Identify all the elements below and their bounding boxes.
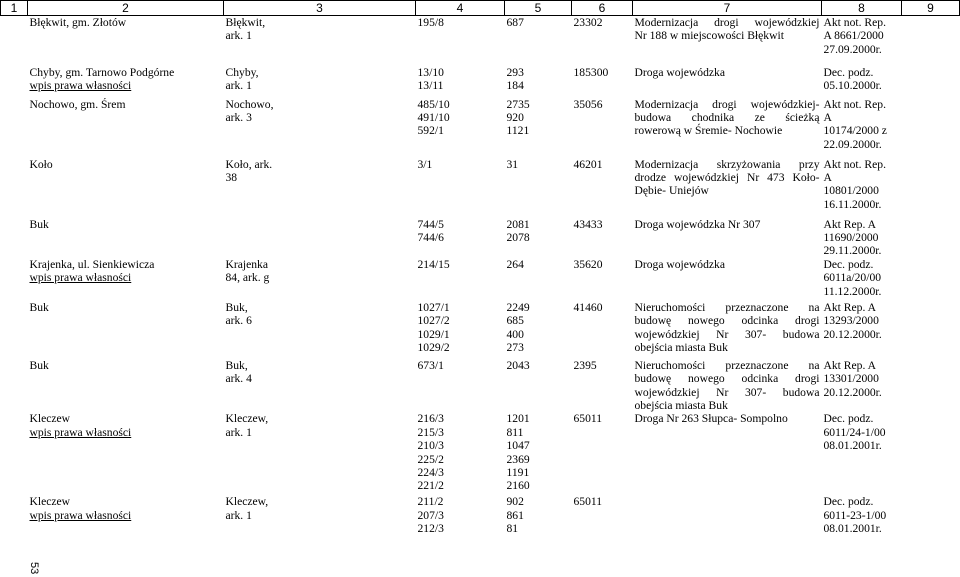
document-ref: 13293/2000 [823, 314, 879, 328]
table-cell [416, 412, 505, 495]
location-text: wpis prawa własności [29, 425, 132, 439]
purpose-text: Droga Nr 263 Słupca- Sompolno [634, 412, 788, 426]
table-cell [572, 16, 633, 66]
document-ref: 10174/2000 z [823, 124, 887, 138]
location-text: wpis prawa własności [29, 271, 132, 285]
area-value: 1121 [506, 124, 530, 138]
table-cell [1, 412, 28, 495]
table-cell [902, 98, 960, 158]
table-row [1, 495, 960, 548]
table-cell [822, 158, 902, 218]
location-text: wpis prawa własności [29, 508, 132, 522]
parcel-number: 3/1 [417, 157, 433, 171]
sheet-text: Błękwit, [225, 16, 266, 29]
table-cell [902, 301, 960, 359]
sheet-text: 38 [225, 170, 238, 184]
table-cell [902, 412, 960, 495]
table-cell [224, 495, 416, 548]
area-value: 811 [506, 425, 524, 439]
parcel-number: 491/10 [417, 110, 450, 124]
area-value: 81 [506, 522, 519, 536]
document-ref: A [823, 170, 832, 184]
parcel-number: 1027/1 [417, 300, 450, 314]
table-cell [416, 301, 505, 359]
purpose-text: rowerową w Śremie- Nochowie [634, 124, 783, 138]
table-cell [28, 301, 224, 359]
table-row [1, 218, 960, 258]
table-cell [224, 218, 416, 258]
document-ref: 6011/24-1/00 [823, 425, 886, 439]
purpose-text: obejścia miasta Buk [634, 398, 728, 412]
parcel-number: 224/3 [417, 465, 444, 479]
table-cell [224, 98, 416, 158]
area-value: 273 [506, 340, 524, 354]
location-text: Chyby, gm. Tarnowo Podgórne [29, 65, 175, 79]
table-cell [416, 98, 505, 158]
document-ref: A [823, 110, 832, 124]
kw-number: 65011 [573, 412, 603, 426]
sheet-text: Kleczew, [225, 412, 269, 426]
table-cell [224, 16, 416, 66]
document-ref: 05.10.2000r. [823, 78, 882, 92]
area-value: 902 [506, 495, 524, 509]
parcel-number: 215/3 [417, 425, 444, 439]
document-ref: 22.09.2000r. [823, 137, 882, 151]
table-cell [633, 98, 822, 158]
kw-number: 23302 [573, 16, 603, 29]
table-cell [572, 301, 633, 359]
header-cell: 1 [1, 1, 28, 16]
table-cell [28, 359, 224, 413]
purpose-text: Nr 188 w miejscowości Błękwit [634, 29, 784, 43]
parcel-number: 195/8 [417, 16, 444, 29]
parcel-number: 210/3 [417, 439, 444, 453]
location-text: Kleczew [29, 412, 71, 426]
sheet-text: ark. 1 [225, 425, 252, 439]
table-cell [633, 258, 822, 301]
table-cell [572, 359, 633, 413]
table-cell [28, 258, 224, 301]
table-cell [822, 301, 902, 359]
sheet-text: 84, ark. g [225, 271, 270, 285]
table-cell [416, 16, 505, 66]
sheet-text: Koło, ark. [225, 157, 273, 171]
area-value: 264 [506, 257, 524, 271]
document-ref: Dec. podz. [823, 65, 874, 79]
purpose-text: Droga wojewódzka Nr 307 [634, 217, 761, 231]
purpose-text: Modernizacja drogi wojewódzkiej- [634, 97, 820, 111]
document-ref: A 8661/2000 [823, 29, 884, 43]
kw-number: 41460 [573, 300, 603, 314]
header-cell: 3 [224, 1, 416, 16]
parcel-number: 214/15 [417, 257, 450, 271]
parcel-number: 212/3 [417, 522, 444, 536]
table-cell [633, 301, 822, 359]
area-value: 2369 [506, 452, 530, 466]
area-value: 2249 [506, 300, 530, 314]
table-cell [416, 359, 505, 413]
area-value: 1201 [506, 412, 530, 426]
table-cell [633, 16, 822, 66]
location-text: Nochowo, gm. Śrem [29, 97, 126, 111]
parcel-number: 207/3 [417, 508, 444, 522]
header-cell: 5 [505, 1, 572, 16]
location-text: Buk [29, 217, 49, 231]
table-cell [505, 301, 572, 359]
table-cell [902, 158, 960, 218]
sheet-text: Buk, [225, 300, 248, 314]
header-cell: 7 [633, 1, 822, 16]
table-cell [505, 258, 572, 301]
location-text: Błękwit, gm. Złotów [29, 16, 127, 29]
area-value: 687 [506, 16, 524, 29]
table-row [1, 258, 960, 301]
parcel-number: 13/10 [417, 65, 444, 79]
parcel-number: 221/2 [417, 479, 444, 493]
document-ref: Akt Rep. A [823, 300, 876, 314]
purpose-text: budowę nowego odcinka drogi [634, 372, 820, 386]
area-value: 2735 [506, 97, 530, 111]
table-row [1, 66, 960, 98]
table-cell [416, 495, 505, 548]
kw-number: 65011 [573, 495, 603, 509]
purpose-text: wojewódzkiej Nr 307- budowa [634, 385, 820, 399]
sheet-text: Krajenka [225, 257, 268, 271]
document-ref: Akt Rep. A [823, 358, 876, 372]
kw-number: 185300 [573, 65, 609, 79]
table-cell [224, 258, 416, 301]
parcel-number: 673/1 [417, 358, 444, 372]
table-cell [1, 258, 28, 301]
document-ref: 11.12.2000r. [823, 284, 882, 298]
location-text: Krajenka, ul. Sienkiewicza [29, 257, 155, 271]
table-cell [822, 16, 902, 66]
document-ref: Akt not. Rep. [823, 157, 886, 171]
table-cell [822, 359, 902, 413]
table-cell [572, 158, 633, 218]
header-cell: 4 [416, 1, 505, 16]
document-ref: 29.11.2000r. [823, 244, 882, 258]
table-cell [28, 98, 224, 158]
header-cell: 2 [28, 1, 224, 16]
table-cell [28, 66, 224, 98]
purpose-text: Droga wojewódzka [634, 65, 725, 79]
sheet-text: ark. 3 [225, 110, 252, 124]
table-cell [633, 495, 822, 548]
table-cell [1, 218, 28, 258]
document-ref: 6011-23-1/00 [823, 508, 887, 522]
table-cell [633, 412, 822, 495]
table-cell [505, 98, 572, 158]
document-ref: 16.11.2000r. [823, 197, 882, 211]
table-cell [822, 495, 902, 548]
area-value: 2160 [506, 479, 530, 493]
table-cell [902, 495, 960, 548]
parcel-number: 211/2 [417, 495, 444, 509]
purpose-text: Nieruchomości przeznaczone na [634, 300, 820, 314]
parcel-number: 216/3 [417, 412, 444, 426]
area-value: 293 [506, 65, 524, 79]
table-cell [572, 258, 633, 301]
table-cell [633, 218, 822, 258]
table-row [1, 301, 960, 359]
kw-number: 35620 [573, 257, 603, 271]
parcel-number: 744/6 [417, 230, 444, 244]
table-cell [902, 16, 960, 66]
page-number: 53 [28, 562, 40, 575]
document-ref: Akt not. Rep. [823, 16, 886, 29]
table-cell [1, 66, 28, 98]
table-cell [572, 412, 633, 495]
table-cell [505, 16, 572, 66]
table-cell [902, 218, 960, 258]
table-cell [572, 495, 633, 548]
parcel-number: 225/2 [417, 452, 444, 466]
table-cell [224, 158, 416, 218]
table-row [1, 412, 960, 495]
document-ref: 08.01.2001r. [823, 439, 882, 453]
sheet-text: Nochowo, [225, 97, 274, 111]
sheet-text: ark. 1 [225, 78, 252, 92]
document-ref: 10801/2000 [823, 184, 879, 198]
table-cell [505, 66, 572, 98]
purpose-text: Droga wojewódzka [634, 257, 725, 271]
kw-number: 35056 [573, 97, 603, 111]
sheet-text: Chyby, [225, 65, 259, 79]
table-cell [572, 66, 633, 98]
table-cell [224, 359, 416, 413]
table-cell [822, 218, 902, 258]
document-ref: 20.12.2000r. [823, 327, 882, 341]
table-cell [633, 359, 822, 413]
sheet-text: ark. 4 [225, 372, 252, 386]
purpose-text: drodze wojewódzkiej Nr 473 Koło- [634, 170, 820, 184]
table-cell [224, 66, 416, 98]
table-cell [28, 158, 224, 218]
purpose-text: budowa chodnika ze ścieżką [634, 110, 820, 124]
table-cell [1, 16, 28, 66]
document-ref: Akt not. Rep. [823, 97, 886, 111]
kw-number: 43433 [573, 217, 603, 231]
location-text: Kleczew [29, 495, 71, 509]
location-text: Buk [29, 300, 49, 314]
parcel-number: 592/1 [417, 124, 444, 138]
area-value: 184 [506, 78, 524, 92]
table-cell [505, 359, 572, 413]
table-cell [28, 218, 224, 258]
table-row [1, 98, 960, 158]
purpose-text: Dębie- Uniejów [634, 184, 709, 198]
table-cell [1, 301, 28, 359]
table-cell [902, 359, 960, 413]
header-cell: 9 [902, 1, 960, 16]
table-cell [1, 98, 28, 158]
kw-number: 2395 [573, 358, 597, 372]
parcel-number: 485/10 [417, 97, 450, 111]
document-ref: 11690/2000 [823, 230, 879, 244]
table-cell [902, 258, 960, 301]
kw-number: 46201 [573, 157, 603, 171]
table-cell [224, 412, 416, 495]
parcel-number: 1027/2 [417, 314, 450, 328]
purpose-text: Nieruchomości przeznaczone na [634, 358, 820, 372]
purpose-text: obejścia miasta Buk [634, 340, 728, 354]
area-value: 2081 [506, 217, 530, 231]
document-ref: Dec. podz. [823, 495, 874, 509]
document-ref: Dec. podz. [823, 257, 874, 271]
header-cell: 6 [572, 1, 633, 16]
table-cell [416, 218, 505, 258]
area-value: 1191 [506, 465, 530, 479]
area-value: 1047 [506, 439, 530, 453]
sheet-text: Kleczew, [225, 495, 269, 509]
table-cell [1, 495, 28, 548]
document-ref: 27.09.2000r. [823, 42, 882, 56]
table-cell [28, 16, 224, 66]
area-value: 685 [506, 314, 524, 328]
table-cell [822, 98, 902, 158]
document-ref: Dec. podz. [823, 412, 874, 426]
area-value: 2078 [506, 230, 530, 244]
purpose-text: Modernizacja skrzyżowania przy [634, 157, 820, 171]
table-cell [28, 495, 224, 548]
table-cell [505, 158, 572, 218]
location-text: Koło [29, 157, 53, 171]
table-cell [572, 218, 633, 258]
location-text: Buk [29, 358, 49, 372]
table-cell [224, 301, 416, 359]
table-cell [416, 258, 505, 301]
purpose-text: wojewódzkiej Nr 307- budowa [634, 327, 820, 341]
table-cell [633, 66, 822, 98]
table-row [1, 16, 960, 66]
area-value: 920 [506, 110, 524, 124]
parcel-number: 744/5 [417, 217, 444, 231]
document-ref: 13301/2000 [823, 372, 879, 386]
table-cell [505, 495, 572, 548]
table-row [1, 359, 960, 413]
document-ref: 6011a/20/00 [823, 271, 882, 285]
area-value: 861 [506, 508, 524, 522]
table-cell [505, 218, 572, 258]
table-cell [822, 412, 902, 495]
area-value: 400 [506, 327, 524, 341]
sheet-text: ark. 6 [225, 314, 252, 328]
area-value: 2043 [506, 358, 530, 372]
table-cell [633, 158, 822, 218]
table-cell [572, 98, 633, 158]
table-cell [28, 412, 224, 495]
document-ref: Akt Rep. A [823, 217, 876, 231]
parcel-number: 1029/2 [417, 340, 450, 354]
sheet-text: ark. 1 [225, 508, 252, 522]
table-cell [1, 359, 28, 413]
table-cell [416, 158, 505, 218]
table-cell [822, 258, 902, 301]
table-cell [822, 66, 902, 98]
purpose-text: Modernizacja drogi wojewódzkiej [634, 16, 820, 29]
sheet-text: ark. 1 [225, 29, 252, 43]
sheet-text: Buk, [225, 358, 248, 372]
table-cell [505, 412, 572, 495]
table-cell [902, 66, 960, 98]
area-value: 31 [506, 157, 519, 171]
header-row [1, 1, 960, 16]
header-cell: 8 [822, 1, 902, 16]
location-text: wpis prawa własności [29, 78, 132, 92]
table-cell [1, 158, 28, 218]
table-row [1, 158, 960, 218]
purpose-text: budowę nowego odcinka drogi [634, 314, 820, 328]
table-cell [416, 66, 505, 98]
document-ref: 08.01.2001r. [823, 522, 882, 536]
parcel-number: 1029/1 [417, 327, 450, 341]
document-ref: 20.12.2000r. [823, 385, 882, 399]
parcel-number: 13/11 [417, 78, 444, 92]
